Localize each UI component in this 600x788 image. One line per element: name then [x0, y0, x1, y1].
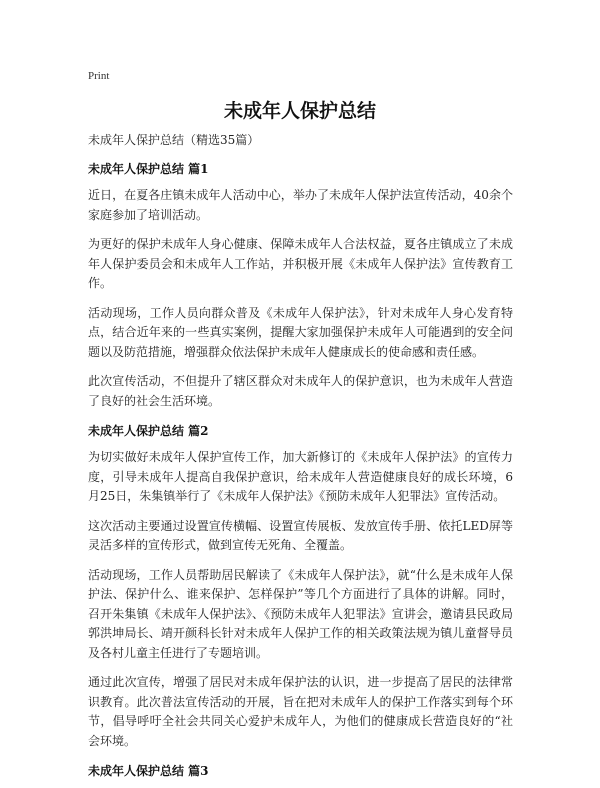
page-title: 未成年人保护总结: [223, 100, 376, 122]
paragraph: 这次活动主要通过设置宣传横幅、设置宣传展板、发放宣传手册、依托LED屏等灵活多样的宣传形式，做到宣传无死角、全覆盖。: [88, 518, 513, 552]
section-2: [88, 423, 513, 751]
section-1: [88, 161, 513, 411]
section-3: [88, 763, 513, 779]
paragraph: 活动现场，工作人员帮助居民解读了《未成年人保护法》，就“什么是未成年人保护法、保护什么、谁来保护、怎样保护”等几个方面进行了具体的讲解。同时，召开朱集镇《未成年人保护法》、《预防未成年人犯罪法》宣讲会，邀请县民政局郭洪坤局长、靖开颜科长针对未成年人保护工作的相关政策法规为镇儿童督导员及各村儿童主任进行了专题培训。: [88, 567, 513, 660]
paragraph: 活动现场，工作人员向群众普及《未成年人保护法》，针对未成年人身心发育特点，结合近年来的一些真实案例，提醒大家加强保护未成年人可能遇到的安全问题以及防范措施，增强群众依法保护未成年人健康成长的使命感和责任感。: [88, 305, 513, 359]
paragraph: 为更好的保护未成年人身心健康、保障未成年人合法权益，夏各庄镇成立了未成年人保护委员会和未成年人工作站，并积极开展《未成年人保护法》宣传教育工作。: [88, 237, 513, 290]
article-body: [88, 131, 513, 788]
section-heading: 未成年人保护总结 篇1: [88, 162, 209, 176]
print-link[interactable]: Print: [88, 70, 110, 82]
paragraph: 此次宣传活动，不但提升了辖区群众对未成年人的保护意识，也为未成年人营造了良好的社会生活环境。: [88, 374, 513, 408]
article-subtitle: 未成年人保护总结（精选35篇）: [88, 133, 260, 147]
section-heading: 未成年人保护总结 篇3: [88, 764, 209, 778]
paragraph: 通过此次宣传，增强了居民对未成年保护法的认识，进一步提高了居民的法律常识教育。此次普法宣传活动的开展，旨在把对未成年人的保护工作落实到每个环节，倡导呼吁全社会共同关心爱护未成年人，为他们的健康成长营造良好的“社会环境。: [88, 675, 513, 748]
paragraph: 为切实做好未成年人保护宣传工作，加大新修订的《未成年人保护法》的宣传力度，引导未成年人提高自我保护意识，给未成年人营造健康良好的成长环境，6月25日，朱集镇举行了《未成年人保护法》《预防未成年人犯罪法》宣传活动。: [88, 450, 513, 503]
paragraph: 近日，在夏各庄镇未成年人活动中心，举办了未成年人保护法宣传活动，40余个家庭参加了培训活动。: [88, 188, 513, 222]
section-heading: 未成年人保护总结 篇2: [88, 424, 209, 438]
